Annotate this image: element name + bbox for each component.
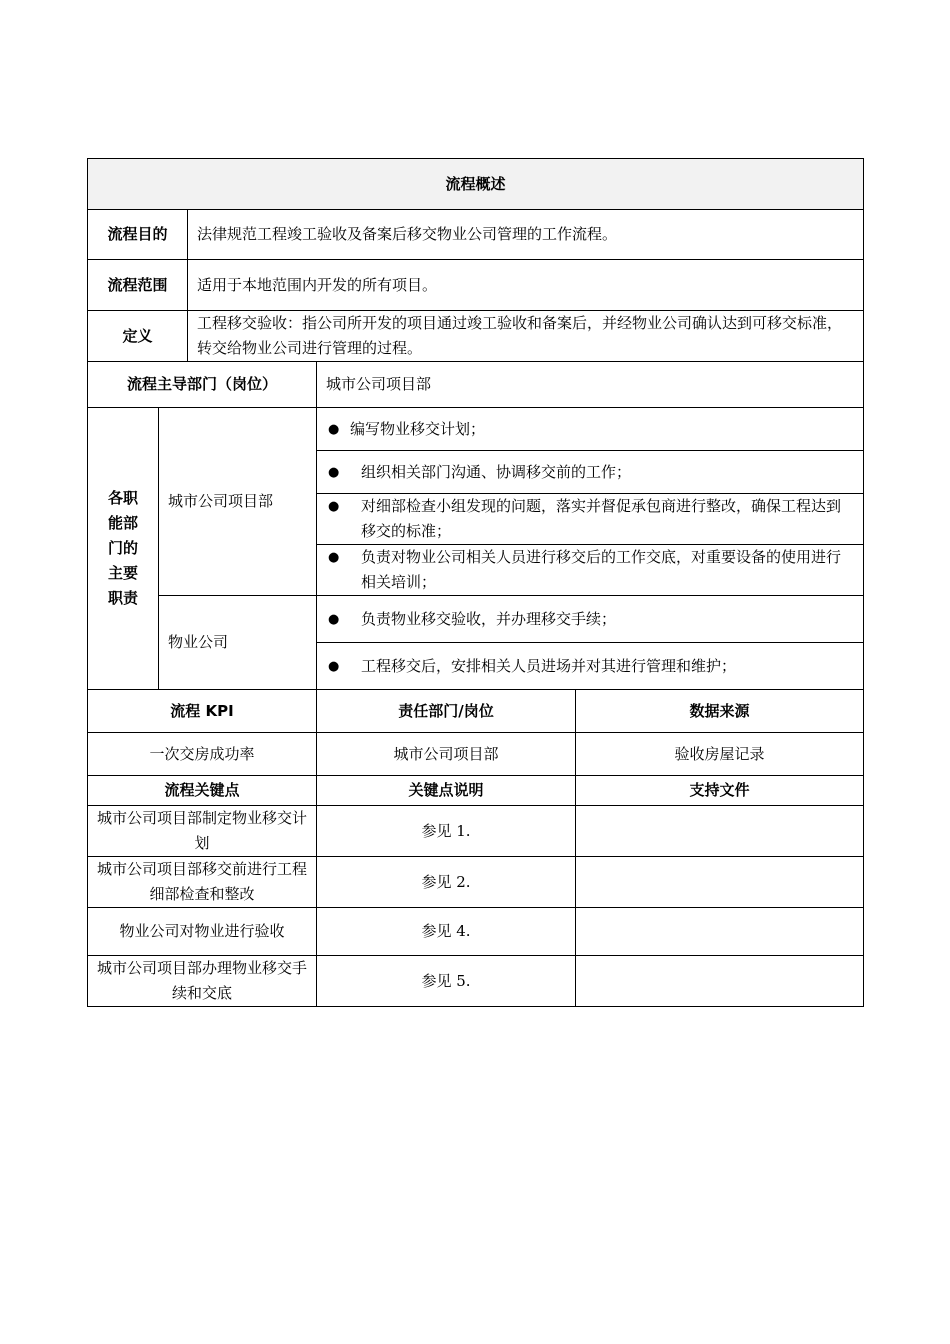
table-row — [88, 908, 864, 956]
lead-dept-label: 流程主导部门（岗位） — [88, 362, 317, 408]
keypoint-file — [576, 806, 864, 857]
keypoint-desc: 参见 4. — [317, 908, 576, 956]
list-item: ● 组织相关部门沟通、协调移交前的工作； — [317, 451, 864, 494]
lead-dept-value: 城市公司项目部 — [317, 362, 864, 408]
keypoint-point: 城市公司项目部移交前进行工程细部检查和整改 — [88, 857, 317, 908]
responsibilities-label: 各职 能部 门的 主要 职责 — [88, 408, 159, 690]
bullet-icon: ● — [328, 611, 340, 627]
kpi-header-dept: 责任部门/岗位 — [317, 690, 576, 733]
list-item: ● 编写物业移交计划； — [317, 408, 864, 451]
keypoint-desc: 参见 2. — [317, 857, 576, 908]
keypoint-file — [576, 908, 864, 956]
bullet-icon: ● — [328, 658, 340, 674]
dept-name-project: 城市公司项目部 — [159, 408, 317, 596]
list-item: ● 负责对物业公司相关人员进行移交后的工作交底，对重要设备的使用进行相关培训； — [317, 545, 864, 596]
scope-label: 流程范围 — [88, 260, 188, 311]
keypoint-desc: 参见 5. — [317, 956, 576, 1007]
table-title: 流程概述 — [88, 159, 864, 210]
keypoint-point: 城市公司项目部办理物业移交手续和交底 — [88, 956, 317, 1007]
kpi-header-source: 数据来源 — [576, 690, 864, 733]
list-item: ● 负责物业移交验收，并办理移交手续； — [317, 596, 864, 643]
dept-name-property: 物业公司 — [159, 596, 317, 690]
keypoint-header-desc: 关键点说明 — [317, 776, 576, 806]
keypoint-header-point: 流程关键点 — [88, 776, 317, 806]
keypoint-point: 物业公司对物业进行验收 — [88, 908, 317, 956]
keypoint-header-file: 支持文件 — [576, 776, 864, 806]
keypoint-file — [576, 956, 864, 1007]
list-item: ● 工程移交后，安排相关人员进场并对其进行管理和维护； — [317, 643, 864, 690]
kpi-value: 一次交房成功率 — [88, 733, 317, 776]
process-overview-table — [87, 158, 864, 1007]
table-row — [88, 857, 864, 908]
scope-text: 适用于本地范围内开发的所有项目。 — [188, 260, 864, 311]
table-row — [88, 956, 864, 1007]
keypoint-point: 城市公司项目部制定物业移交计划 — [88, 806, 317, 857]
kpi-dept: 城市公司项目部 — [317, 733, 576, 776]
bullet-icon: ● — [328, 550, 340, 565]
keypoint-desc: 参见 1. — [317, 806, 576, 857]
purpose-text: 法律规范工程竣工验收及备案后移交物业公司管理的工作流程。 — [188, 210, 864, 260]
kpi-header-kpi: 流程 KPI — [88, 690, 317, 733]
list-item: ● 对细部检查小组发现的问题，落实并督促承包商进行整改，确保工程达到移交的标准； — [317, 494, 864, 545]
bullet-icon: ● — [328, 464, 340, 480]
kpi-source: 验收房屋记录 — [576, 733, 864, 776]
purpose-label: 流程目的 — [88, 210, 188, 260]
definition-text: 工程移交验收：指公司所开发的项目通过竣工验收和备案后，并经物业公司确认达到可移交标准，转交给物业公司进行管理的过程。 — [188, 311, 864, 362]
bullet-icon: ● — [328, 421, 340, 437]
table-row — [88, 806, 864, 857]
keypoint-file — [576, 857, 864, 908]
bullet-icon: ● — [328, 499, 340, 514]
definition-label: 定义 — [88, 311, 188, 362]
